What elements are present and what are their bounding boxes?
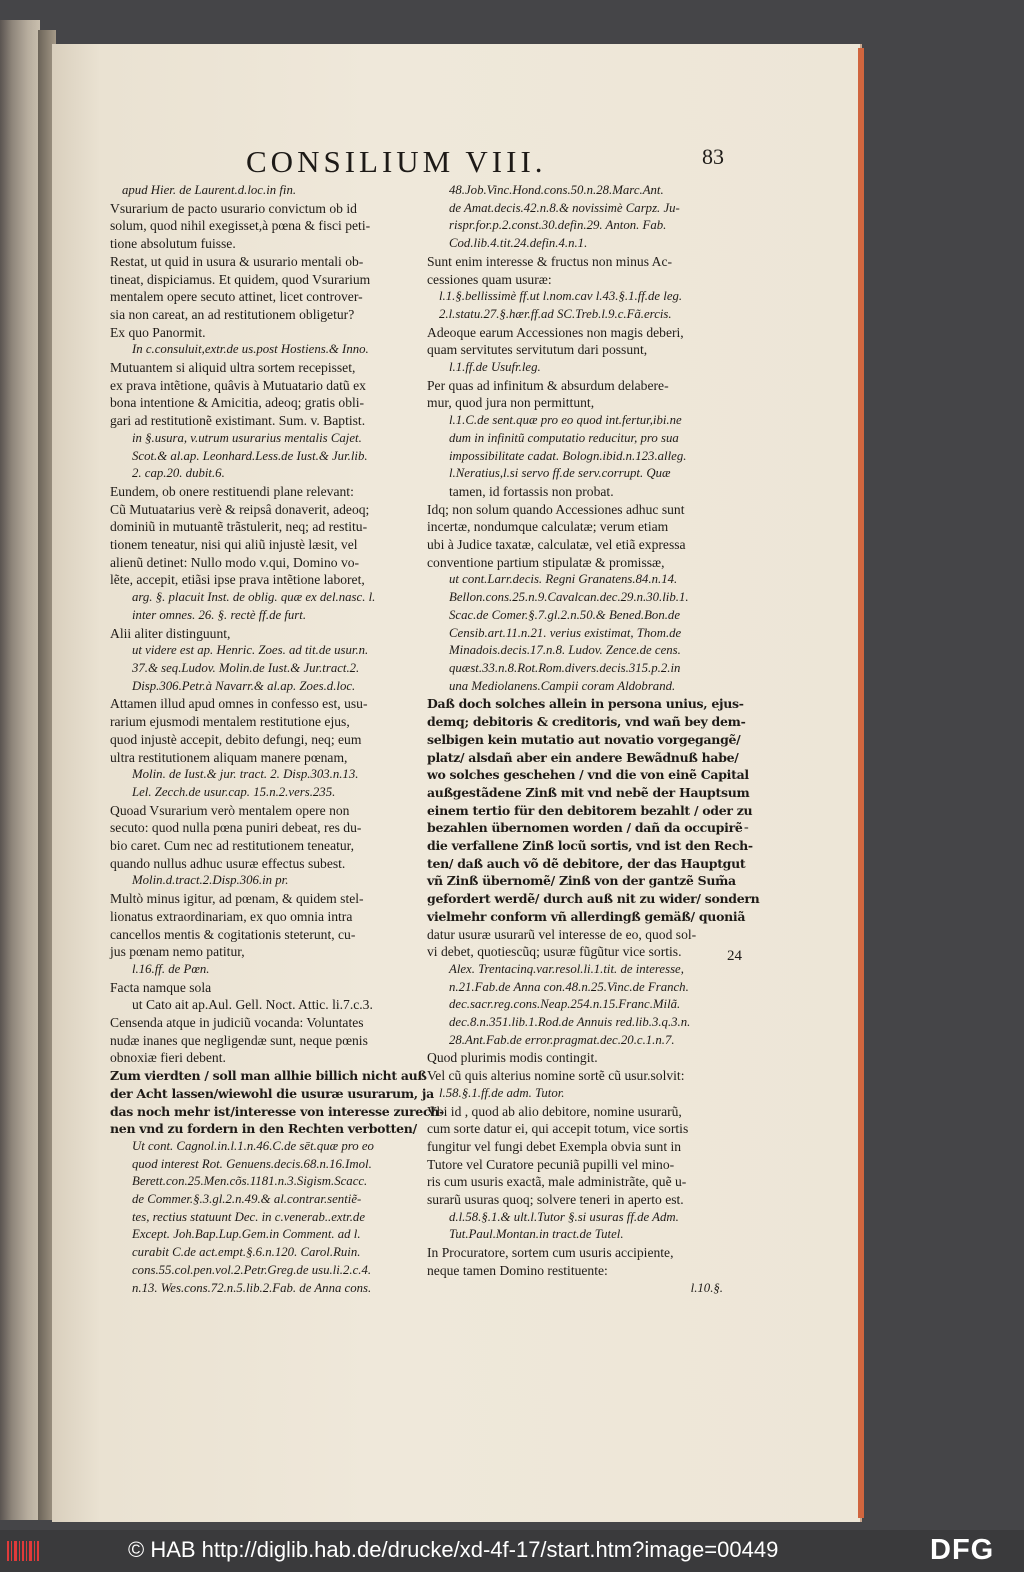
text-line: bezahlen übernomen worden / dañ da occupirẽ [427, 820, 743, 836]
text-line: quæst.33.n.8.Rot.Rom.divers.decis.315.p.2.in [449, 660, 681, 675]
text-line: l.1.§.bellissimè ff.ut l.nom.cav l.43.§.1.ff.de leg. [439, 289, 683, 304]
text-line: Idq; non solum quando Accessiones adhuc sunt [427, 501, 685, 517]
text-line: vi debet, quotiescũq; usuræ fũgũtur vice sortis. [427, 944, 682, 960]
text-line: Bellon.cons.25.n.9.Cavalcan.dec.29.n.30.lib.1. [449, 590, 689, 605]
source-url-link[interactable]: © HAB http://diglib.hab.de/drucke/xd-4f-17/start.htm?image=00449 [128, 1537, 779, 1562]
text-line: vñ Zinß übernomẽ/ Zinß von der gantzẽ Sum̃a [427, 873, 736, 889]
text-line: rispr.for.p.2.const.30.defin.29. Anton. Fab. [449, 218, 667, 233]
text-line: apud Hier. de Laurent.d.loc.in fin. [122, 183, 297, 197]
text-line: fungitur vel fungi debet Exempla obvia sunt in [427, 1138, 682, 1154]
text-line: Alii aliter distinguunt, [110, 625, 231, 641]
left-page-edge [0, 20, 40, 1520]
text-line: Quoad Vsurarium verò mentalem opere non [110, 802, 350, 818]
text-line: ut Cato ait ap.Aul. Gell. Noct. Attic. li.7.c.3. [132, 997, 373, 1013]
text-line: Berett.con.25.Men.cõs.1181.n.3.Sigism.Scacc. [132, 1174, 368, 1189]
text-line: In c.consuluit,extr.de us.post Hostiens.& Inno. [132, 342, 369, 357]
text-line: demq; debitoris & creditoris, vnd wañ bey dem- [427, 714, 746, 730]
hab-barcode-logo-icon [4, 1537, 42, 1565]
text-line: alienũ detinet: Nullo modo v.qui, Domino vo- [110, 554, 360, 570]
text-line: rarium ejusmodi mentalem restitutione ejus, [110, 714, 350, 730]
text-line: cancellos mentis & cogitationis steterunt, cu- [110, 926, 356, 942]
text-line: Molin. de Iust.& jur. tract. 2. Disp.303.n.13. [132, 767, 359, 782]
text-line: dum in infinitũ computatio reducitur, pro sua [449, 430, 679, 445]
text-line: datur usuræ usurarũ vel interesse de eo, quod sol- [427, 926, 697, 942]
text-line: jus pœnam nemo patitur, [110, 944, 245, 960]
text-line: Disp.306.Petr.à Navarr.& al.ap. Zoes.d.loc. [132, 678, 356, 693]
text-line: arg. §. placuit Inst. de oblig. quæ ex del.nasc. l. [132, 590, 376, 605]
text-line: bona intentione & Amicitia, adeoq; gratis obli- [110, 395, 365, 411]
text-line: ten/ daß auch võ dẽ debitore, der das Hauptgut [427, 855, 746, 871]
text-line: Mutuantem si aliquid ultra sortem recepisset, [110, 360, 356, 376]
text-line: selbigen kein mutatio aut novatio vorgegangẽ/ [427, 731, 741, 747]
text-line: Scac.de Comer.§.7.gl.2.n.50.& Bened.Bon.de [449, 607, 681, 622]
text-line: lionatus extraordinariam, ex quo omnia intra [110, 908, 353, 924]
text-line: quod injustè accepit, debito defungi, neq; eum [110, 731, 362, 747]
text-line: Censenda atque in judiciũ vocanda: Voluntates [110, 1015, 364, 1031]
text-line: Zum vierdten / soll man allhie billich nicht auß [110, 1068, 427, 1084]
text-line: conventione partium stipulatæ & promissæ, [427, 554, 665, 570]
text-line: l.16.ff. de Pœn. [132, 961, 210, 976]
text-line: Eundem, ob onere restituendi plane relevant: [110, 483, 354, 499]
text-line: Sunt enim interesse & fructus non minus Ac- [427, 253, 673, 269]
page-red-edge [858, 48, 864, 1518]
text-line: in §.usura, v.utrum usurarius mentalis Cajet. [132, 430, 362, 445]
text-line: ut videre est ap. Henric. Zoes. ad tit.de usur.n. [132, 643, 369, 658]
text-line: außgestãdene Zinß mit vnd nebẽ der Hauptsum [427, 784, 750, 800]
text-line: bio caret. Cum nec ad restitutionem teneatur, [110, 838, 355, 854]
text-line: ex prava intẽtione, quâvis à Mutuatario datũ ex [110, 377, 366, 393]
text-line: Except. Joh.Bap.Lup.Gem.in Comment. ad l. [132, 1227, 361, 1242]
text-line: der Acht lassen/wiewohl die usuræ usurarum, ja [110, 1085, 434, 1101]
text-line: n.21.Fab.de Anna con.48.n.25.Vinc.de Franch. [449, 979, 689, 994]
text-line: die verfallene Zinß locũ sortis, vnd ist den Rech- [427, 838, 753, 854]
text-line: gari ad restitutionẽ existimant. Sum. v. Baptist. [110, 413, 366, 429]
text-line: Minadois.decis.17.n.8. Ludov. Zence.de cens. [449, 643, 681, 658]
text-line: cons.55.col.pen.vol.2.Petr.Greg.de usu.li.2.c.4. [132, 1262, 372, 1277]
right-text-column [427, 182, 760, 1297]
text-line: 28.Ant.Fab.de error.pragmat.dec.20.c.1.n.7. [449, 1032, 675, 1047]
text-line: 2. cap.20. dubit.6. [132, 466, 225, 481]
text-line: nen vnd zu fordern in den Rechten verbotten/ [110, 1121, 417, 1137]
text-line: ris cum usuris exactã, male administrãte, quẽ u- [427, 1174, 687, 1190]
text-line: tes, rectius statuunt Dec. in c.venerab..extr.de [132, 1209, 366, 1224]
text-line: 48.Job.Vinc.Hond.cons.50.n.28.Marc.Ant. [449, 183, 664, 197]
text-line: wo solches geschehen / vnd die von einẽ Capital [427, 767, 749, 783]
text-line: surarũ usuras quoq; solvere teneri in aperto est. [427, 1192, 684, 1208]
text-line: l.Neratius,l.si servo ff.de serv.corrupt. Quæ [449, 466, 671, 481]
dfg-logo: DFG [930, 1534, 995, 1566]
text-line: impossibilitate cadat. Bologn.ibid.n.123.alleg. [449, 448, 687, 463]
text-line: gefordert werdẽ/ durch auß nit zu wider/ sondern [427, 891, 760, 907]
text-line: cum sorte datur ei, qui accepit totum, vice sortis [427, 1121, 689, 1137]
text-line: obnoxiæ fieri debent. [110, 1050, 226, 1066]
text-line: Vsurarium de pacto usurario convictum ob id [110, 200, 357, 216]
text-line: Multò minus igitur, ad pœnam, & quidem stel- [110, 891, 364, 907]
text-line: Cod.lib.4.tit.24.defin.4.n.1. [449, 236, 588, 251]
text-line: Adeoque earum Accessiones non magis deberi, [427, 324, 684, 340]
viewer-footer [0, 1530, 1024, 1572]
text-line: das noch mehr ist/interesse von interesse zurech- [110, 1103, 444, 1119]
page-title: CONSILIUM VIII. [246, 144, 547, 179]
text-line: Molin.d.tract.2.Disp.306.in pr. [132, 873, 289, 888]
text-line: inter omnes. 26. §. rectè ff.de furt. [132, 607, 307, 622]
text-line: tineat, dispiciamus. Et quidem, quod Vsurarium [110, 271, 371, 287]
text-line: Tut.Paul.Montan.in tract.de Tutel. [449, 1227, 624, 1242]
text-line: de Amat.decis.42.n.8.& novissimè Carpz. Ju- [449, 200, 680, 215]
text-line: Quod plurimis modis contingit. [427, 1050, 598, 1066]
text-line: mur, quod jura non permittunt, [427, 395, 595, 411]
text-line: 2.l.statu.27.§.hær.ff.ad SC.Treb.l.9.c.Fã.ercis. [439, 306, 672, 321]
text-line: incertæ, nondumque calculatæ; verum etiam [427, 519, 669, 535]
text-line: dominiũ in mutuantẽ trãstulerit, neq; ad restitu- [110, 519, 368, 535]
text-line: tione absolutum fuisse. [110, 236, 236, 252]
text-line: Per quas ad infinitum & absurdum delabere- [427, 377, 669, 393]
text-line: tamen, id fortassis non probat. [449, 483, 614, 499]
text-line: nudæ inanes que negligendæ sunt, neque pœnis [110, 1032, 368, 1048]
text-line: Alex. Trentacinq.var.resol.li.1.tit. de interesse, [449, 961, 684, 976]
text-line: platz/ alsdañ aber ein andere Bewãdnuß habe/ [427, 749, 739, 765]
text-line: d.l.58.§.1.& ult.l.Tutor §.si usuras ff.de Adm. [449, 1209, 679, 1224]
text-line: curabit C.de act.empt.§.6.n.120. Carol.Ruin. [132, 1245, 361, 1260]
text-line: Ut cont. Cagnol.in.l.1.n.46.C.de sēt.quæ pro eo [132, 1138, 374, 1153]
text-line: Lel. Zecch.de usur.cap. 15.n.2.vers.235. [132, 784, 336, 799]
running-header [246, 144, 724, 180]
text-line: Attamen illud apud omnes in confesso est, usu- [110, 696, 368, 712]
text-line: Daß doch solches allein in persona unius, ejus- [427, 696, 744, 712]
text-line: Facta namque sola [110, 979, 212, 995]
text-line: sia non careat, an ad restitutionem obligetur? [110, 306, 355, 322]
text-line: ultra restitutionem aliquam manere pœnam, [110, 749, 348, 765]
text-line: Restat, ut quid in usura & usurario mentali ob- [110, 253, 364, 269]
text-line: mentalem opere secuto attinet, licet controver- [110, 289, 363, 305]
text-line: l.1.C.de sent.quæ pro eo quod int.fertur,ibi.ne [449, 413, 682, 428]
text-line: ubi à Judice taxatæ, calculatæ, vel etiã expressa [427, 537, 686, 553]
text-line: vielmehr conform vñ allerdingß gemäß/ quoniã [427, 908, 746, 924]
left-text-column [110, 182, 444, 1297]
text-line: Tutore vel Curatore pecuniã pupilli vel mino- [427, 1156, 675, 1172]
text-line: Ex quo Panormit. [110, 324, 206, 340]
text-line: dec.sacr.reg.cons.Neap.254.n.15.Franc.Milã. [449, 997, 681, 1012]
margin-note-number: 24 [727, 948, 742, 964]
text-line: n.13. Wes.cons.72.n.5.lib.2.Fab. de Anna cons. [132, 1280, 372, 1295]
text-line: una Mediolanens.Campii coram Aldobrand. [449, 678, 676, 693]
text-line: quod interest Rot. Genuens.decis.68.n.16.Imol. [132, 1156, 372, 1171]
text-line: l.58.§.1.ff.de adm. Tutor. [439, 1085, 565, 1100]
text-line: Vel cũ quis alterius nomine sortẽ cũ usur.solvit: [427, 1068, 685, 1084]
margin-mark: - [744, 820, 749, 835]
text-line: Vbi id , quod ab alio debitore, nomine usurarũ, [427, 1103, 682, 1119]
text-line: solum, quod nihil exegisset,à pœna & fisci peti- [110, 218, 371, 234]
text-line: dec.8.n.351.lib.1.Rod.de Annuis red.lib.3.q.3.n. [449, 1015, 691, 1030]
text-line: secuto: quod nulla pœna puniri debeat, res du- [110, 820, 362, 836]
text-line: quando nullus adhuc usuræ effectus subest. [110, 855, 346, 871]
text-line: In Procuratore, sortem cum usuris accipiente, [427, 1245, 674, 1261]
text-line: einem tertio für den debitorem bezahlt / oder zu [427, 802, 753, 818]
text-line: ut cont.Larr.decis. Regni Granatens.84.n.14. [449, 572, 678, 587]
text-line: l.10.§. [690, 1280, 723, 1295]
text-line: cessiones quam usuræ: [427, 271, 552, 287]
text-line: l.1.ff.de Usufr.leg. [449, 360, 541, 375]
text-line: Censib.art.11.n.21. verius existimat, Thom.de [449, 625, 682, 640]
text-line: tionem teneatur, nisi qui aliũ injustè læsit, vel [110, 537, 358, 553]
text-line: Scot.& al.ap. Leonhard.Less.de Iust.& Jur.lib. [132, 448, 368, 463]
text-line: 37.& seq.Ludov. Molin.de Iust.& Jur.tract.2. [132, 660, 360, 675]
page-number: 83 [702, 144, 724, 169]
text-line: neque tamen Domino restituente: [427, 1262, 608, 1278]
text-line: lẽte, accepit, etiãsi ipse prava intẽtione laboret, [110, 572, 365, 588]
text-line: Cũ Mutuatarius verè & reipsâ donaverit, adeoq; [110, 501, 370, 517]
text-line: de Commer.§.3.gl.2.n.49.& al.contrar.sentiẽ- [132, 1192, 362, 1207]
text-line: quam servitutes servitutum dari possunt, [427, 342, 648, 358]
